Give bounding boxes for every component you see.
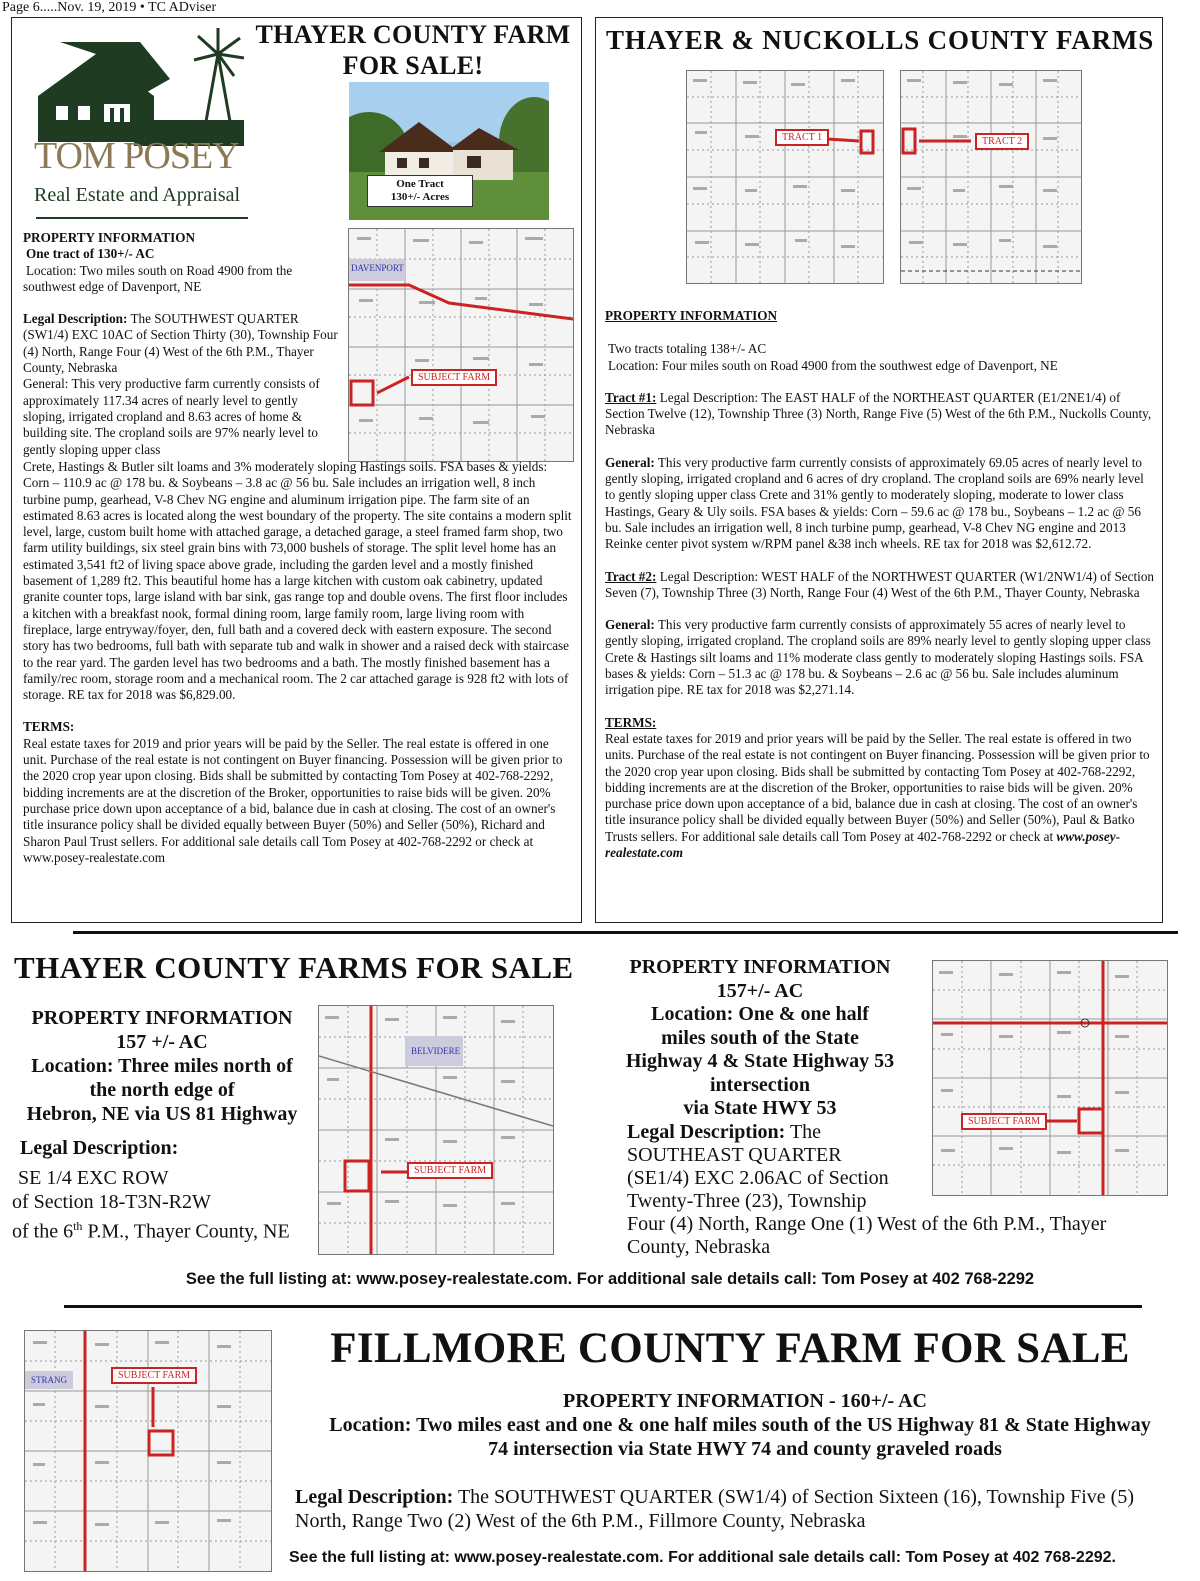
ad1-legal-label: Legal Description: bbox=[23, 311, 128, 327]
ad3-right-legal-line4: Twenty-Three (23), Township bbox=[627, 1189, 867, 1212]
page-header: Page 6.....Nov. 19, 2019 • TC ADviser bbox=[2, 0, 217, 15]
ad3-title: THAYER COUNTY FARMS FOR SALE bbox=[14, 950, 574, 985]
ad3-right-legal-line2: SOUTHEAST QUARTER bbox=[627, 1143, 842, 1166]
ad3-right-legal-line3: (SE1/4) EXC 2.06AC of Section bbox=[627, 1166, 889, 1189]
ad3-right-location-5: via State HWY 53 bbox=[683, 1097, 837, 1119]
ad3-right-legal-label: Legal Description: bbox=[627, 1120, 786, 1143]
ad4-subject-farm-label: SUBJECT FARM bbox=[111, 1367, 197, 1384]
tom-posey-logo bbox=[30, 24, 260, 224]
ad4-prop-heading: PROPERTY INFORMATION - 160+/- AC bbox=[562, 1390, 927, 1412]
ad4-footer: See the full listing at: www.posey-realestate.com. For additional sale details call: Tom Posey at 402 768-2292. bbox=[289, 1549, 1116, 1566]
photo-caption-line2: 130+/- Acres bbox=[390, 191, 450, 203]
ad2-intro-line1: Two tracts totaling 138+/- AC bbox=[608, 341, 767, 357]
ad3-left-legal-line2: of Section 18-T3N-R2W bbox=[12, 1191, 211, 1213]
ad2-plat-map-tract1 bbox=[686, 70, 884, 284]
ad4-legal-text1: The SOUTHWEST QUARTER (SW1/4) of Section Sixteen (16), Township Five (5) bbox=[453, 1486, 1134, 1508]
ad2-intro-line2: Location: Four miles south on Road 4900 from the southwest edge of Davenport, NE bbox=[608, 357, 1058, 373]
ad2-terms-text: Real estate taxes for 2019 and prior years will be paid by the Seller. The real estate is offered in two units. Purchase of the real estate is not contingent on Buyer financing. Possession will be given prior to the 2020 crop year upon closing. Bids shall be submitted by contacting Tom Posey at 402-768-2292, bidding increments are at the discretion of the Broker, opportunities to raise bids will be given. 20% purchase price down upon acceptance of a bid, balance due in cash at closing. The cost of an owner's title insurance policy shall be divided equally between Buyer (50%) and Seller (50%), Paul & Batko Trusts sellers. For additional sale details call Tom Posey at 402-768-2292 or check at bbox=[605, 730, 1150, 844]
ad2-tract1-label: Tract #1: bbox=[605, 389, 657, 405]
ad-thayer-nuckolls-farms bbox=[595, 17, 1163, 923]
ad3-left-location-3: Hebron, NE via US 81 Highway bbox=[26, 1103, 298, 1125]
ad3-left-info bbox=[12, 1006, 312, 1244]
ad3-left-location-1: Location: Three miles north of bbox=[31, 1055, 293, 1077]
ad3-right-legal-line1: The bbox=[785, 1120, 822, 1143]
ad2-general2-label: General: bbox=[605, 617, 655, 633]
ad3-footer: See the full listing at: www.posey-realestate.com. For additional sale details call: Tom Posey at 402 768-2292 bbox=[185, 1270, 1035, 1288]
ad1-location: Location: Two miles south on Road 4900 from the southwest edge of Davenport, NE bbox=[23, 262, 293, 294]
ad3-left-legal-line3-post: P.M., Thayer County, NE bbox=[82, 1220, 290, 1243]
ad1-legal bbox=[23, 311, 343, 376]
ad3-left-legal-line3-sup: th bbox=[73, 1219, 83, 1233]
ad1-legal-text: The SOUTHWEST QUARTER (SW1/4) EXC 10AC of Section Thirty (30), Township Four (4) North, Range Four (4) West of the 6th P.M., Thayer County, Nebraska bbox=[23, 311, 338, 376]
ad4-legal-label: Legal Description: bbox=[295, 1486, 454, 1508]
ad2-terms-heading: TERMS: bbox=[605, 714, 657, 730]
ad3-right-legal-line6: County, Nebraska bbox=[627, 1235, 771, 1258]
ad1-general-wide: Crete, Hastings & Butler silt loams and 3% moderately sloping Hastings soils. FSA bases & yields: Corn – 110.9 ac @ 178 bu. & Soybeans – 3.8 ac @ 56 bu. Sale includes an irrigation well, 8 inch turbine pump, gearhead, V-8 Chev NG engine and aluminum irrigation pipe. The farm site of an estimated 8.63 acres is located along the west boundary of the property. The site contains a modern split level, large, custom built home with attached garage, a detached garage, a steel framed farm shop, two farm utility buildings, six steel grain bins with 73,000 bushels of storage. The split level home has an estimated 3,541 ft2 of living space above grade, including the garden level and a mostly finished basement of 1,289 ft2. This beautiful home has a large kitchen with custom oak cabinetry, updated granite counter tops, large island with bar sink, gas range top and double ovens. The first floor includes a kitchen with a breakfast nook, formal dining room, large family room, large living room with fireplace, large entryway/foyer, den, full bath and a covered deck with eastern exposure. The second story has two bedrooms, full bath with separate tub and walk in shower and a raised deck with staircase to the rear yard. The garden level has two bedrooms and a bath. The mostly finished basement has a family/rec room, storage room and a mechanical room. The 2 car attached garage is 928 ft2 with lots of storage. RE tax for 2018 was $6,829.00. bbox=[23, 459, 572, 703]
map-town-davenport: DAVENPORT bbox=[351, 263, 404, 273]
ad3-left-legal-line1: SE 1/4 EXC ROW bbox=[18, 1167, 169, 1189]
ad3-right-subject-farm-label: SUBJECT FARM bbox=[961, 1113, 1047, 1130]
ad2-general1-label: General: bbox=[605, 454, 655, 470]
ad-thayer-county-farm bbox=[11, 17, 582, 923]
ad1-terms-text: Real estate taxes for 2019 and prior years will be paid by the Seller. The real estate is offered in one unit. Purchase of the real estate is not contingent on Buyer financing. Possession will be given prior to the 2020 crop year upon closing. Bids shall be submitted by contacting Tom Posey at 402-768-2292, bidding increments are at the discretion of the Broker, opportunities to raise bids will be given. 20% purchase price down upon acceptance of a bid, balance due in cash at closing. The cost of an owner's title insurance policy shall be divided equally between Buyer (50%) and Seller (50%), Richard and Sharon Paul Trust sellers. For additional sale details call Tom Posey at 402-768-2292 or check at www.posey-realestate.com bbox=[23, 735, 563, 865]
ad4-location-line1: Location: Two miles east and one & one half miles south of the US Highway 81 & State Highway bbox=[329, 1414, 1151, 1436]
ad1-info-narrow bbox=[23, 230, 343, 458]
ad1-title-line2: FOR SALE! bbox=[342, 51, 484, 80]
ad1-tract: One tract of 130+/- AC bbox=[26, 246, 155, 262]
ad2-plat-map-tract2 bbox=[900, 70, 1082, 284]
ad3-left-plat-map bbox=[318, 1005, 554, 1255]
photo-caption bbox=[367, 175, 473, 207]
ad2-general1 bbox=[605, 455, 1157, 553]
ad3-right-prop-heading: PROPERTY INFORMATION bbox=[629, 956, 891, 978]
ad3-left-location-2: the north edge of bbox=[89, 1079, 235, 1101]
ad3-right-acres: 157+/- AC bbox=[716, 979, 804, 1002]
ad2-tract2 bbox=[605, 569, 1157, 602]
ad1-title-line1: THAYER COUNTY FARM bbox=[255, 20, 571, 49]
ad3-left-legal-line3-pre: of the 6 bbox=[12, 1220, 74, 1243]
ad3-right-location-2: miles south of the State bbox=[661, 1026, 859, 1049]
ad3-right-plat-map bbox=[932, 960, 1168, 1196]
ad4-legal-line1 bbox=[295, 1486, 1134, 1509]
ad1-general-narrow: General: This very productive farm currently consists of approximately 117.34 acres of nearly level to gently sloping, irrigated cropland and 8.63 acres of home & building site. The cropland soils are 97% nearly level to gently sloping upper class bbox=[23, 376, 320, 457]
ad2-title: THAYER & NUCKOLLS COUNTY FARMS bbox=[605, 25, 1155, 55]
ad2-terms-link[interactable]: www.posey-realestate.com bbox=[605, 828, 1121, 861]
ad3-right-location-1: Location: One & one half bbox=[651, 1003, 869, 1025]
divider-rule-2 bbox=[64, 1305, 1142, 1308]
photo-caption-line1: One Tract bbox=[396, 178, 444, 190]
ad1-terms-heading: TERMS: bbox=[23, 719, 75, 735]
map-town-strang: STRANG bbox=[31, 1375, 68, 1385]
ad2-tract2-label: Tract #2: bbox=[605, 568, 657, 584]
ad3-left-acres: 157 +/- AC bbox=[116, 1031, 208, 1053]
ad1-prop-heading: PROPERTY INFORMATION bbox=[23, 230, 196, 245]
ad2-general2-text: This very productive farm currently consists of approximately 55 acres of nearly level to gently sloping, irrigated cropland. The cropland soils are 89% nearly level to gently sloping upper class Crete & Hastings silt loams and 11% moderate class gently to moderately sloping Hastings soils. FSA bases & yields: Corn – 51.3 ac @ 178 bu. & Soybeans – 2.6 ac @ 56 bu. Sale includes aluminum irrigation pipe. RE tax for 2018 was $2,271.14. bbox=[605, 617, 1151, 698]
ad1-info-wide bbox=[23, 459, 575, 866]
ad4-legal-line2: North, Range Two (2) West of the 6th P.M., Fillmore County, Nebraska bbox=[295, 1510, 866, 1532]
ad3-left-prop-heading: PROPERTY INFORMATION bbox=[31, 1007, 293, 1029]
subject-farm-label: SUBJECT FARM bbox=[411, 369, 497, 386]
tract1-label: TRACT 1 bbox=[775, 129, 829, 146]
tract2-label: TRACT 2 bbox=[975, 133, 1029, 150]
ad2-general2 bbox=[605, 617, 1157, 698]
ad3-left-legal-heading: Legal Description: bbox=[20, 1137, 179, 1159]
logo-name: TOM POSEY bbox=[34, 135, 239, 177]
ad3-right-legal-line5: Four (4) North, Range One (1) West of the 6th P.M., Thayer bbox=[627, 1212, 1107, 1235]
logo-tagline: Real Estate and Appraisal bbox=[34, 184, 241, 206]
ad2-terms bbox=[605, 731, 1157, 861]
farm-house-photo bbox=[349, 82, 549, 220]
ad4-location-line2: 74 intersection via State HWY 74 and county graveled roads bbox=[488, 1438, 1002, 1460]
ad3-right-location-4: intersection bbox=[710, 1073, 810, 1096]
ad4-title: FILLMORE COUNTY FARM FOR SALE bbox=[330, 1325, 1130, 1372]
ad2-tract1 bbox=[605, 390, 1157, 439]
ad4-plat-map bbox=[24, 1330, 272, 1572]
ad2-prop-heading: PROPERTY INFORMATION bbox=[605, 308, 778, 323]
ad1-plat-map bbox=[348, 228, 574, 462]
ad2-general1-text: This very productive farm currently consists of approximately 69.05 acres of nearly level to gently sloping, irrigated cropland and 6 acres of dry cropland. The cropland soils are 69% nearly level to gently sloping upper class Crete and 31% gently to moderately sloping, moderate to lower class Hastings, Geary & Uly soils. FSA bases & yields: Corn – 59.6 ac @ 178 bu., Soybeans – 1.2 ac @ 56 bu. Sale includes an irrigation well, 8 inch turbine pump, gearhead, V-8 Chev NG engine and 2013 Reinke center pivot system w/RPM panel &38 inch wheels. RE tax for 2018 was $2,612.72. bbox=[605, 454, 1144, 552]
ad2-info bbox=[605, 308, 1157, 861]
ad2-tract2-legal: Legal Description: WEST HALF of the NORTHWEST QUARTER (W1/2NW1/4) of Section Seven (7), Township Three (3) North, Range Four (4) West of the 6th P.M., Thayer County, Nebraska bbox=[605, 568, 1155, 600]
map-town-belvidere: BELVIDERE bbox=[411, 1046, 461, 1056]
ad3-left-subject-farm-label: SUBJECT FARM bbox=[407, 1162, 493, 1179]
ad2-tract1-legal: Legal Description: The EAST HALF of the NORTHEAST QUARTER (E1/2NE1/4) of Section Twelve (12), Township Three (3) North, Range Five (5) West of the 6th P.M., Nuckolls County, Nebraska bbox=[605, 389, 1152, 438]
ad3-right-location-3: Highway 4 & State Highway 53 bbox=[625, 1050, 895, 1072]
ad3-left-legal-line3 bbox=[12, 1214, 312, 1244]
divider-rule-1 bbox=[73, 931, 1178, 934]
